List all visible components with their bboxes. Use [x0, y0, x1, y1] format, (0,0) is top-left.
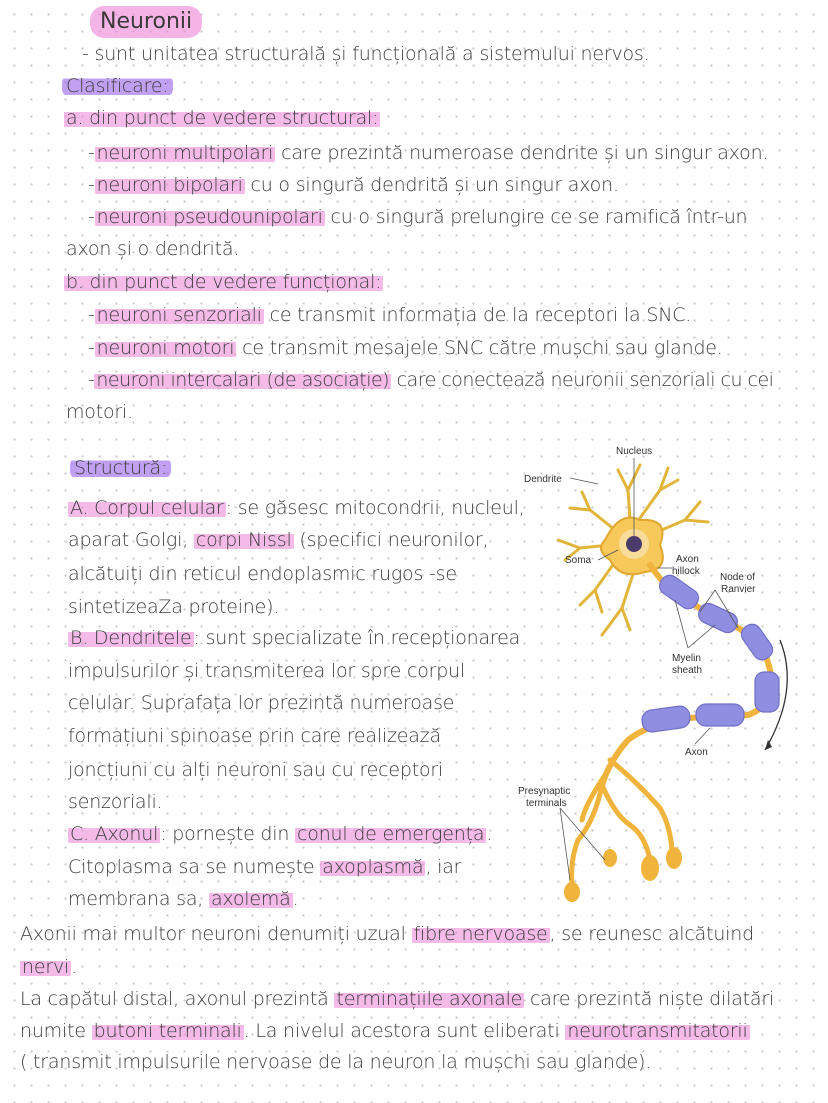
term-highlight: neuroni motori [96, 337, 235, 359]
term-highlight: neuroni intercalari (de asociație) [96, 369, 390, 391]
nucleus-shape [626, 536, 642, 552]
list-item [88, 203, 747, 231]
line-text: La capătul distal, axonul prezintă [20, 988, 335, 1010]
line-text: : se găsesc mitocondrii, nucleul, [225, 497, 525, 519]
term-highlight: axolemă [210, 888, 291, 910]
term-highlight: C. Axonul [70, 823, 159, 845]
item-text: cu o singură dendrită și un singur axon. [244, 174, 619, 196]
functional-heading-text: b. din punct de vedere funcțional: [66, 271, 382, 293]
label-node-1: Node of [720, 572, 756, 583]
line-text: (specifici neuronilor, [293, 529, 489, 551]
footer-line: ( transmit impulsurile nervoase de la neuron la mușchi sau glande). [20, 1051, 652, 1073]
item-text: ce transmit informația de la receptori la SNC. [263, 304, 692, 326]
footer-line [20, 1017, 750, 1045]
line-text: Axonii mai multor neuroni denumiți uzual [20, 923, 412, 945]
label-axon-hillock-1: Axon [676, 554, 699, 565]
dash: - [88, 142, 95, 164]
dash: - [88, 337, 95, 359]
dash: - [88, 369, 95, 391]
term-highlight: fibre nervoase [413, 923, 548, 945]
clasificare-heading-text: Clasificare: [62, 75, 173, 97]
label-axon-hillock-2: hillock [672, 566, 700, 577]
line-text: : pornește din [160, 823, 296, 845]
line-text: numite [20, 1020, 92, 1042]
structura-heading [70, 454, 171, 482]
line-text: membrana sa, [68, 888, 209, 910]
structura-line [68, 820, 492, 848]
item-text: cu o singură prelungire ce se ramifică într-un [324, 206, 748, 228]
term-highlight: butoni terminali [93, 1020, 242, 1042]
structura-line [68, 624, 520, 652]
term-highlight: B. Dendritele [70, 627, 192, 649]
line-text: : sunt specializate în recepționarea [193, 627, 521, 649]
term-highlight: A. Corpul celular [70, 497, 224, 519]
structura-heading-text: Structură: [70, 457, 171, 479]
item-text: care conectează neuronii senzoriali cu cei [391, 369, 774, 391]
structura-line [68, 885, 298, 913]
dash: - [88, 304, 95, 326]
line-text: , se reunesc alcătuind [549, 923, 754, 945]
item-text: ce transmit mesajele SNC către mușchi sau glande. [236, 337, 723, 359]
label-presynaptic-2: terminals [526, 798, 567, 809]
list-item [88, 139, 768, 167]
line-text: . [292, 888, 299, 910]
term-highlight: corpi Nissl [195, 529, 292, 551]
structura-line: senzoriali. [68, 791, 163, 813]
term-highlight: neurotransmitatorii [567, 1020, 748, 1042]
line-text: , iar [425, 856, 462, 878]
label-myelin-2: sheath [672, 665, 703, 676]
label-myelin-1: Myelin [672, 653, 701, 664]
label-axon: Axon [685, 747, 708, 758]
functional-heading [64, 268, 383, 296]
structural-heading-text: a. din punct de vedere structural: [66, 107, 379, 129]
label-nucleus: Nucleus [616, 446, 653, 457]
label-node-2: Ranvier [721, 584, 756, 595]
term-highlight: neuroni bipolari [96, 174, 243, 196]
term-highlight: terminațiile axonale [336, 988, 523, 1010]
footer-line [20, 920, 754, 948]
neuron-diagram [510, 440, 820, 905]
term-highlight: neuroni senzoriali [96, 304, 262, 326]
term-highlight: nervi [22, 956, 70, 978]
term-highlight: neuroni multipolari [96, 142, 274, 164]
clasificare-heading [62, 72, 173, 100]
label-presynaptic-1: Presynaptic [518, 786, 571, 797]
line-text: care prezintă niște dilatări [524, 988, 775, 1010]
line-text: . [71, 956, 77, 978]
line-text: . [486, 823, 493, 845]
dash: - [88, 206, 95, 228]
list-item [88, 334, 723, 362]
page-title: Neuronii [90, 6, 202, 38]
structura-line: celular. Suprafața lor prezintă numeroase [68, 692, 455, 714]
line-text: Citoplasma sa se numește [68, 856, 321, 878]
term-highlight: neuroni pseudounipolari [96, 206, 323, 228]
list-item [88, 301, 691, 329]
dash: - [88, 174, 95, 196]
structura-line [68, 494, 525, 522]
label-soma: Soma [565, 555, 592, 566]
term-highlight: conul de emergența [297, 823, 485, 845]
list-item-continuation: motori. [66, 401, 133, 423]
term-highlight: axoplasmă [322, 856, 424, 878]
arrow-head-icon [765, 740, 772, 750]
structura-line: sintetizeaZa proteine). [68, 596, 280, 618]
structura-line: formațiuni spinoase prin care realizează [68, 725, 441, 747]
line-text: aparat Golgi, [68, 529, 194, 551]
footer-line [20, 985, 774, 1013]
myelin-segments [641, 572, 779, 733]
terminal-buttons [564, 847, 682, 902]
label-dendrite: Dendrite [524, 474, 562, 485]
list-item [88, 171, 619, 199]
structura-line: alcătuiți din reticul endoplasmic rugos -se [68, 563, 457, 585]
structura-line [68, 853, 461, 881]
intro-line: - sunt unitatea structurală și funcțională a sistemului nervos. [82, 43, 650, 65]
list-item [88, 366, 773, 394]
structural-heading [64, 104, 380, 132]
item-text: care prezintă numeroase dendrite și un singur axon. [275, 142, 769, 164]
structura-line: impulsurilor și transmiterea lor spre corpul [68, 660, 466, 682]
structura-line: joncțiuni cu alți neuroni sau cu receptori [68, 759, 444, 781]
structura-line [68, 526, 488, 554]
list-item-continuation: axon și o dendrită. [66, 238, 240, 260]
footer-line [20, 953, 77, 981]
line-text: . La nivelul acestora sunt eliberati [243, 1020, 566, 1042]
